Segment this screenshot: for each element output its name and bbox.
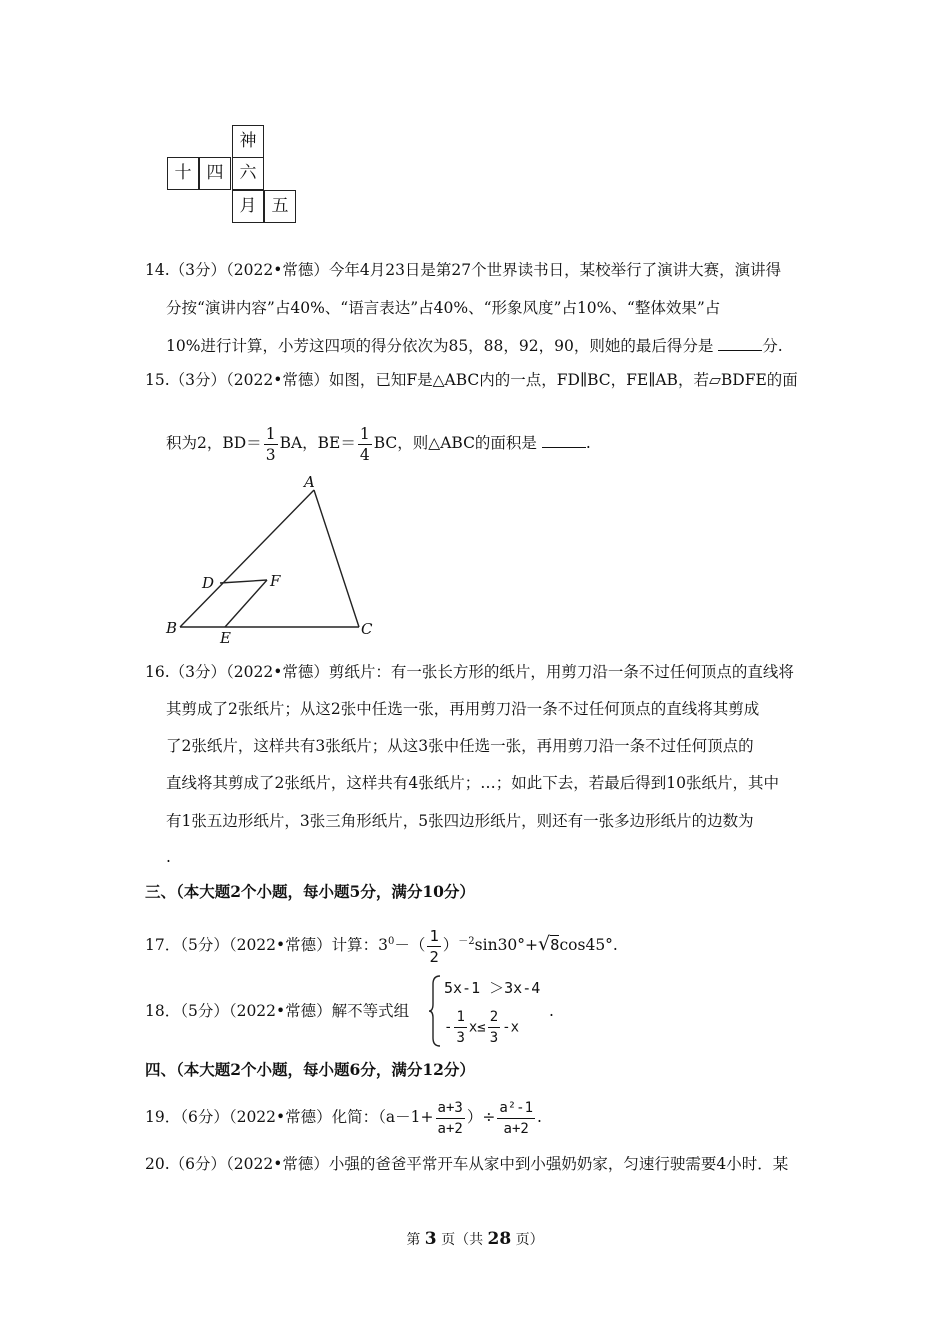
section-3-heading: 三、（本大题2个小题，每小题5分，满分10分）	[145, 882, 475, 901]
q14-line: 14.（3分）（2022•常德）今年4月23日是第27个世界读书日，某校举行了演讲大赛，演讲得	[145, 261, 782, 279]
label-a: A	[304, 473, 315, 491]
q17-text: 17．（5分）（2022•常德）计算：3	[145, 936, 389, 955]
q15-text: BA，BE＝	[279, 434, 356, 452]
q16-line: .	[166, 848, 171, 866]
q17-text: ）	[442, 936, 459, 955]
q17-exponent: －2	[458, 936, 475, 947]
footer-text: 页）	[515, 1232, 544, 1248]
side-ac	[314, 490, 359, 627]
q17-exponent: 0	[388, 936, 395, 947]
frac-denominator: 3	[456, 1030, 465, 1046]
q17-text: －（	[394, 936, 426, 955]
q18-end: .	[549, 1002, 554, 1020]
cube-net-cell: 六	[232, 157, 264, 190]
label-c: C	[361, 620, 373, 638]
q17-text: sin30°+	[474, 936, 539, 955]
q14-text: 10%进行计算，小芳这四项的得分依次为85，88，92，90，则她的最后得分是	[166, 337, 714, 355]
frac-denominator: 2	[429, 947, 439, 966]
frac-numerator: 1	[454, 1007, 466, 1028]
q18-text: -	[444, 1019, 453, 1036]
q16-line: 有1张五边形纸片，3张三角形纸片，5张四边形纸片，则还有一张多边形纸片的边数为	[166, 812, 754, 830]
q18-inequality-2	[444, 1007, 519, 1048]
brace-icon	[428, 974, 442, 1048]
q14-line: 分按“演讲内容”占40%、“语言表达”占40%、“形象风度”占10%、“整体效果”占	[166, 299, 721, 317]
q17-fraction	[427, 926, 440, 967]
sqrt-sign: √	[538, 933, 551, 956]
answer-blank	[542, 433, 586, 448]
q19-fraction	[497, 1098, 535, 1139]
footer-text: 页（共	[441, 1232, 484, 1248]
q19-text: 19．（6分）（2022•常德）化简：（a－1+	[145, 1108, 434, 1126]
q15-text: BC，则△ABC的面积是	[373, 434, 537, 452]
sqrt-radicand: 8	[550, 936, 560, 955]
q17-text: cos45°.	[559, 936, 618, 955]
cube-net-cell: 五	[264, 190, 296, 223]
cube-net-cell: 神	[232, 125, 264, 158]
label-f: F	[270, 572, 281, 590]
segment-fe	[225, 580, 267, 627]
frac-numerator: a+3	[436, 1098, 465, 1119]
q16-line: 直线将其剪成了2张纸片，这样共有4张纸片；…；如此下去，若最后得到10张纸片，其中	[166, 774, 779, 792]
q16-line: 16.（3分）（2022•常德）剪纸片：有一张长方形的纸片，用剪刀沿一条不过任何顶点的直线将	[145, 663, 794, 681]
cube-net-cell: 十	[167, 157, 199, 190]
frac-numerator: 2	[488, 1007, 500, 1028]
page-number: 3	[424, 1229, 437, 1249]
frac-numerator: 1	[359, 424, 370, 443]
question-20: 20.（6分）（2022•常德）小强的爸爸平常开车从家中到小强奶奶家，匀速行驶需要4小时．某	[145, 1155, 789, 1173]
q19-fraction	[436, 1098, 465, 1139]
fraction-one-quarter	[358, 424, 372, 465]
label-e: E	[220, 629, 231, 647]
page-footer	[0, 1229, 950, 1249]
label-b: B	[166, 619, 178, 637]
page-total: 28	[487, 1229, 512, 1249]
q16-line: 了2张纸片，这样共有3张纸片；从这3张中任选一张，再用剪刀沿一条不过任何顶点的	[166, 737, 754, 755]
frac-denominator: a+2	[503, 1120, 529, 1137]
q14-line	[166, 335, 783, 357]
q15-line	[166, 422, 591, 465]
q18-fraction	[454, 1007, 466, 1048]
q18-text: -x	[502, 1019, 520, 1036]
frac-numerator: 1	[429, 926, 439, 945]
frac-numerator: 1	[265, 424, 276, 443]
q15-line: 15.（3分）（2022•常德）如图，已知F是△ABC内的一点，FD∥BC，FE∥AB，若▱BDFE的面	[145, 371, 798, 389]
fraction-one-third	[264, 424, 278, 465]
footer-text: 第	[406, 1232, 421, 1248]
q14-text: 分.	[762, 337, 783, 355]
segment-df	[220, 580, 267, 583]
frac-denominator: 4	[359, 445, 370, 464]
answer-blank	[718, 336, 762, 351]
frac-denominator: 3	[489, 1030, 499, 1046]
frac-denominator: a+2	[437, 1120, 463, 1137]
q18-text: 18．（5分）（2022•常德）解不等式组	[145, 1002, 410, 1020]
section-4-heading: 四、（本大题2个小题，每小题6分，满分12分）	[145, 1060, 475, 1079]
side-ab	[180, 490, 314, 627]
triangle-figure	[160, 470, 390, 650]
q15-text: .	[585, 434, 591, 452]
label-d: D	[202, 574, 215, 592]
frac-numerator: a²-1	[497, 1098, 535, 1119]
q18-inequality-1: 5x-1 ＞3x-4	[444, 979, 541, 997]
cube-net-cell: 四	[199, 157, 231, 190]
q15-text: 积为2，BD＝	[166, 434, 262, 452]
question-19	[145, 1096, 542, 1139]
question-17	[145, 922, 618, 967]
q18-text: x≤	[468, 1019, 486, 1036]
q16-line: 其剪成了2张纸片；从这2张中任选一张，再用剪刀沿一条不过任何顶点的直线将其剪成	[166, 700, 760, 718]
q19-text: .	[537, 1108, 542, 1126]
frac-denominator: 3	[265, 445, 276, 464]
q19-text: ）÷	[466, 1108, 496, 1126]
q18-fraction	[488, 1007, 500, 1048]
cube-net-cell: 月	[232, 190, 264, 223]
